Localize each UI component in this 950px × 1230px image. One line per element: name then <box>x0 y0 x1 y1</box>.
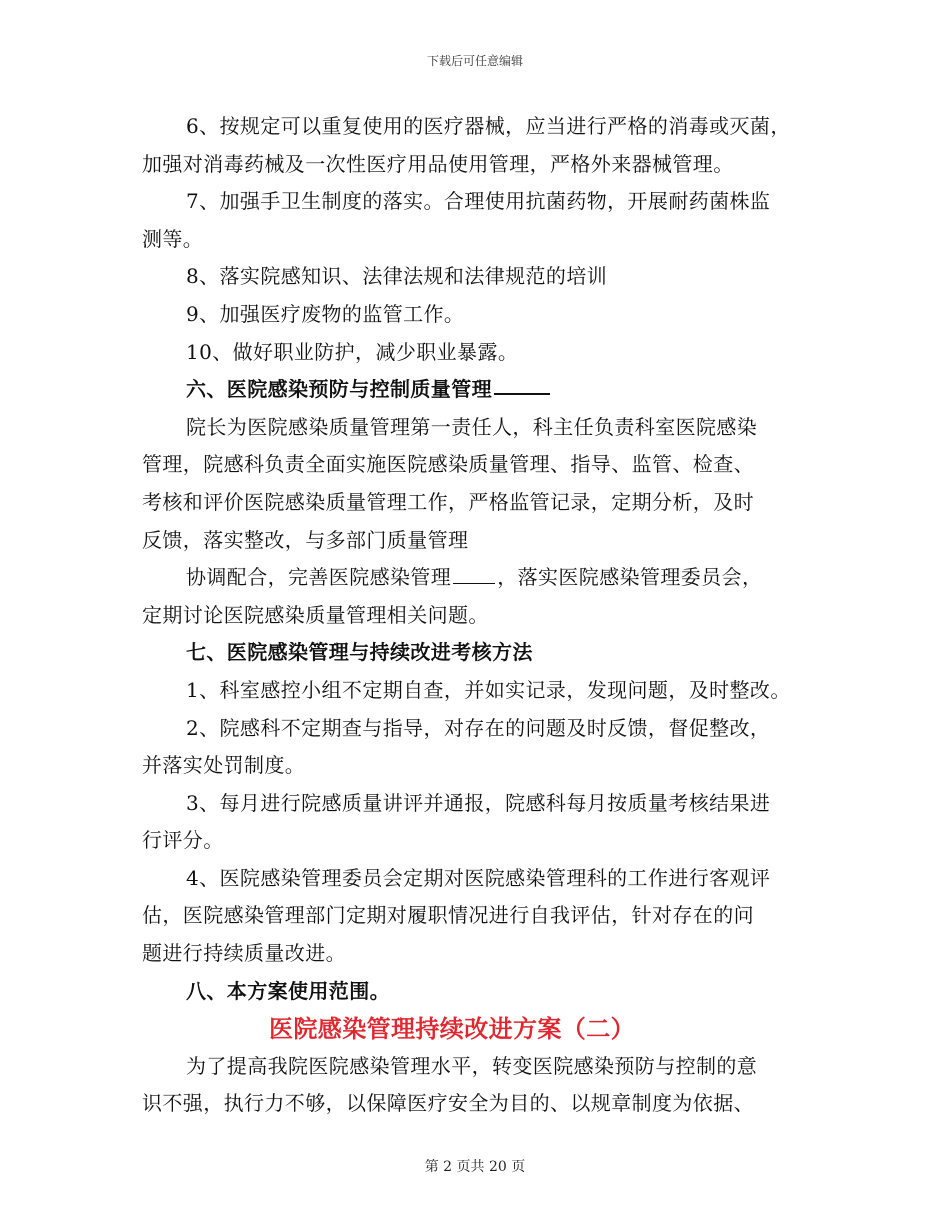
paragraph-line: 4、医院感染管理委员会定期对医院感染管理科的工作进行客观评 <box>186 865 771 890</box>
paragraph-line: 测等。 <box>142 226 204 251</box>
paragraph-text: ，落实医院感染管理委员会， <box>497 565 763 590</box>
paragraph-line: 6、按规定可以重复使用的医疗器械，应当进行严格的消毒或灭菌， <box>186 114 791 138</box>
paragraph-text: 协调配合，完善医院感染管理 <box>186 565 452 590</box>
paragraph-line: 8、落实院感知识、法律法规和法律规范的培训 <box>186 264 608 289</box>
paragraph-line: 反馈，落实整改，与多部门质量管理 <box>142 527 469 552</box>
page-footer: 第 2 页共 20 页 <box>424 1159 526 1175</box>
paragraph-line: 定期讨论医院感染质量管理相关问题。 <box>142 602 489 627</box>
paragraph-line: 识不强，执行力不够，以保障医疗安全为目的、以规章制度为依据、 <box>142 1091 754 1116</box>
paragraph-line: 管理，院感科负责全面实施医院感染质量管理、指导、监管、检查、 <box>142 452 754 477</box>
paragraph-line: 3、每月进行院感质量讲评并通报，院感科每月按质量考核结果进 <box>186 790 771 815</box>
document-title: 医院感染管理持续改进方案（二） <box>269 1014 635 1044</box>
page-header: 下载后可任意编辑 <box>426 54 523 68</box>
paragraph-line: 题进行持续质量改进。 <box>142 941 346 966</box>
paragraph-line: 估，医院感染管理部门定期对履职情况进行自我评估，针对存在的问 <box>142 903 754 928</box>
section-heading-7: 七、医院感染管理与持续改进考核方法 <box>186 640 533 665</box>
paragraph-line: 加强对消毒药械及一次性医疗用品使用管理，严格外来器械管理。 <box>142 151 734 176</box>
heading-underline-blank <box>494 371 550 395</box>
paragraph-line: 并落实处罚制度。 <box>142 753 306 778</box>
paragraph-line: 10、做好职业防护，减少职业暴露。 <box>186 339 519 364</box>
paragraph-line: 1、科室感控小组不定期自查，并如实记录，发现问题，及时整改。 <box>186 677 791 702</box>
paragraph-line <box>142 559 822 597</box>
section-heading-6 <box>142 371 822 409</box>
paragraph-line: 7、加强手卫生制度的落实。合理使用抗菌药物，开展耐药菌株监 <box>186 189 771 214</box>
paragraph-line: 行评分。 <box>142 828 224 853</box>
paragraph-line: 院长为医院感染质量管理第一责任人，科主任负责科室医院感染 <box>186 414 758 439</box>
section-heading-8: 八、本方案使用范围。 <box>186 978 390 1003</box>
paragraph-line: 9、加强医疗废物的监管工作。 <box>186 301 465 326</box>
underline-blank <box>453 559 495 584</box>
section-heading-text: 六、医院感染预防与控制质量管理 <box>186 377 492 402</box>
paragraph-line: 2、院感科不定期查与指导，对存在的问题及时反馈，督促整改， <box>186 715 771 740</box>
paragraph-line: 考核和评价医院感染质量管理工作，严格监管记录，定期分析，及时 <box>142 489 754 514</box>
paragraph-line: 为了提高我院医院感染管理水平，转变医院感染预防与控制的意 <box>186 1053 758 1078</box>
document-body <box>142 108 822 1123</box>
